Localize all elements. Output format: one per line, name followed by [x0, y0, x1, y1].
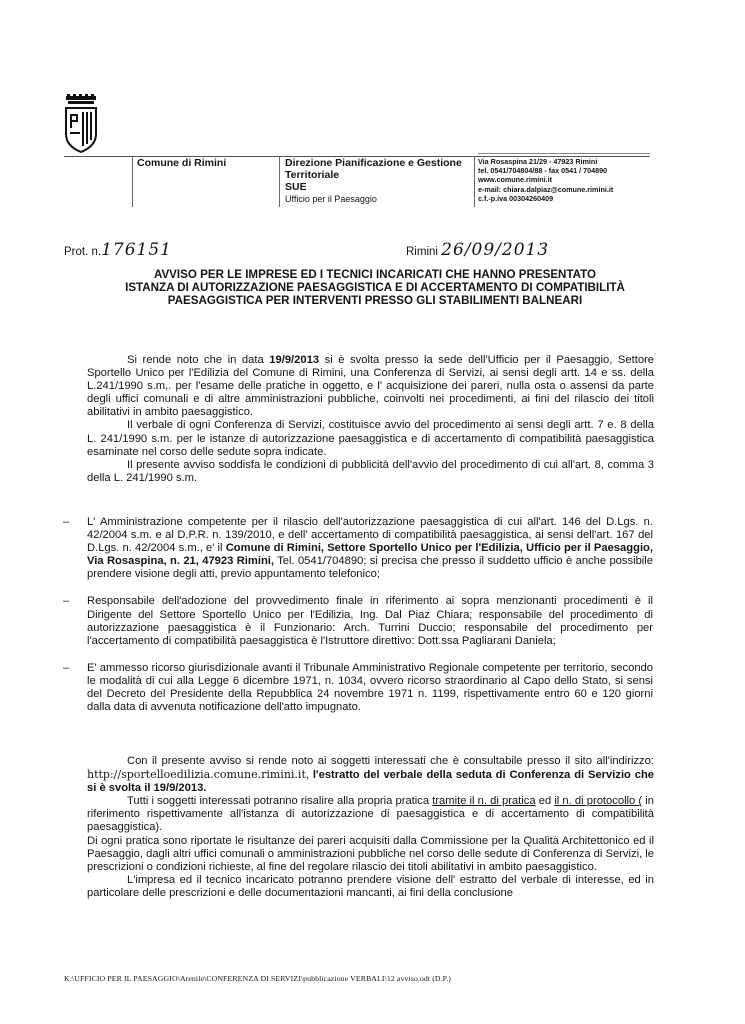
header-comune-name: Comune di Rimini [137, 157, 227, 169]
paragraph-soggetti [87, 795, 654, 834]
title-line-3: PAESAGGISTICA PER INTERVENTI PRESSO GLI STABILIMENTI BALNEARI [167, 294, 583, 308]
protocol-date [406, 240, 549, 260]
paragraph-pubblicita: Il presente avviso soddisfa le condizioni di pubblicità dell'avvio del procedimento di cui all'art. 8, comma 3 della L. 241/1990 s.m. [87, 458, 654, 484]
p5-pratica: tramite il n. di pratica [432, 795, 536, 808]
b1-text-c: Tel. 0541/704890; si precisa che presso il suddetto ufficio è anche possibile prendere visione degli atti, previo appuntamento telefonico; [87, 555, 653, 581]
bullet-amministrazione [63, 516, 653, 581]
bullet-dash: – [63, 595, 70, 608]
p5-text-c: in riferimento rispettivamente all'istanza di autorizzazione di paesaggistica e di accertamento di compatibilità paesaggistica). [87, 795, 654, 834]
header-contact-block [478, 157, 613, 203]
paragraph-pareri: Di ogni pratica sono riportate le risultanze dei pareri acquisiti dalla Commissione per la Qualità Architettonico ed il Paesaggio, dagli altri uffici comunali o amministrazioni pubbliche nel corso delle sedute di Conferenza di Servizi, le prescrizioni o condizioni richieste, al fine del regolare rilascio dei titoli abilitativi in ambito paesaggistico. [87, 834, 654, 873]
contact-phone: tel. 0541/704804/88 - fax 0541 / 704890 [478, 166, 608, 176]
protocol-label: Prot. n. [64, 246, 102, 258]
p4-text-b: , [305, 769, 313, 782]
comune-crest-logo [64, 94, 98, 154]
p5-protocollo: il n. di protocollo ( [554, 795, 643, 808]
p5-text-b: ed [535, 795, 555, 808]
contact-website: www.comune.rimini.it [478, 175, 553, 185]
contact-address: Via Rosaspina 21/29 - 47923 Rimini [478, 157, 598, 166]
bullet-list [63, 516, 653, 714]
bullet-ricorso [63, 661, 653, 714]
p1-date: 19/9/2013 [269, 354, 320, 366]
footer-file-path: K:\UFFICIO PER IL PAESAGGIO\Arenile\CONFERENZA DI SERVIZI\pubblicazione VERBALI\12 avviso.odt (D.P.) [64, 974, 452, 983]
p5-text-a: Tutti i soggetti interessati potranno risalire alla propria pratica [127, 795, 433, 808]
protocol-handwritten-number: 176151 [101, 240, 172, 260]
paragraph-verbale: Il verbale di ogni Conferenza di Servizi, costituisce avvio del procedimento ai sensi degli artt. 7 e. 8 della L. 241/1990 s.m. per le istanze di autorizzazione paesaggistica e di accertamento di compatibilità paesaggistica esaminate nel corso delle sedute sopra indicate. [87, 419, 654, 458]
body-intro [87, 354, 654, 485]
header-direzione [285, 157, 462, 205]
notice-title [70, 268, 680, 308]
paragraph-sito [87, 755, 654, 795]
contact-vat: c.f.-p.iva 00304260409 [478, 193, 554, 203]
date-place: Rimini [406, 246, 438, 258]
header-direzione-line2: Territoriale [285, 169, 340, 181]
p4-estratto: l'estratto del verbale della seduta di Conferenza di Servizio che si è svolta il 19/9/2013. [87, 769, 654, 795]
b2-text: Responsabile dell'adozione del provvedimento finale in riferimento ai sopra menzionanti procedimenti è il Dirigente del Settore Sportello Unico per l'Edilizia, Ing. Dal Piaz Chiara; responsabile del procedimento di autorizzazione paesaggistica è il Funzionario: Arch. Turrini Duccio; responsabile del procedimento per l'accertamento di compatibilità paesaggistica è l'Istruttore direttivo: Dott.ssa Pagliarani Daniela; [87, 595, 653, 647]
header-divider-2 [279, 157, 280, 207]
header-contact-rule [478, 153, 650, 154]
b1-text-a: L' Amministrazione competente per il rilascio dell'autorizzazione paesaggistica di cui all'art. 146 del D.Lgs. n. 42/2004 s.m. e al D.P.R. n. 139/2010, e dell' accertamento di compatibilità paesaggistica, ai sensi dell'art. 167 del D.Lgs. n. 42/2004 s.m., e' il [87, 516, 653, 555]
paragraph-impresa: L'impresa ed il tecnico incaricato potranno prendere visione dell' estratto del verbale di interesse, ed in particolare delle prescrizioni e delle documentazioni mancanti, ai fini della conclusione [87, 873, 654, 899]
b1-office: Comune di Rimini, Settore Sportello Unico per l'Edilizia, Ufficio per il Paesaggio, Via Rosaspina, n. 21, 47923 Rimini, [87, 542, 653, 568]
protocol-number [64, 240, 172, 260]
header-direzione-line4: Ufficio per il Paesaggio [285, 194, 377, 204]
p1-text-c: si è svolta presso la sede dell'Ufficio per il Paesaggio, Settore Sportello Unico per l'Edilizia del Comune di Rimini, una Conferenza di Servizi, ai sensi degli artt. 14 e ss. della L.241/1990 s.m,. per l'esame delle pratiche in oggetto, e l' acquisizione dei pareri, nulla osta o assensi da parte degli uffici comunali e di altre amministrazioni pubbliche, coinvolti nei procedimenti, ai fini del rilascio dei titoli abilitativi in ambito paesaggistico. [87, 354, 654, 419]
contact-email: e-mail: chiara.dalpiaz@comune.rimini.it [478, 184, 614, 194]
header-comune [137, 157, 226, 169]
paragraph-conference [87, 354, 654, 419]
header-direzione-line1: Direzione Pianificazione e Gestione [285, 157, 462, 169]
title-line-2: ISTANZA DI AUTORIZZAZIONE PAESAGGISTICA E DI ACCERTAMENTO DI COMPATIBILITÀ [125, 281, 625, 295]
bullet-dash: – [63, 516, 70, 528]
body-consultazione [87, 755, 654, 900]
bullet-dash: – [63, 661, 70, 674]
bullet-responsabile [63, 595, 653, 647]
b3-text: E' ammesso ricorso giurisdizionale avanti il Tribunale Amministrativo Regionale competente per territorio, secondo le modalità di cui alla Legge 6 dicembre 1971, n. 1034, ovvero ricorso straordinario al Capo dello Stato, si sensi del Decreto del Presidente della Repubblica 24 novembre 1971 n. 1199, rispettivamente entro 60 e 120 giorni dalla data di avvenuta notificazione dell'atto impugnato. [87, 661, 653, 714]
website-link[interactable]: http://sportelloedilizia.comune.rimini.it [87, 768, 306, 782]
header-direzione-line3: SUE [285, 181, 307, 193]
p1-text-a: Si rende noto che in data [127, 354, 270, 366]
date-handwritten: 26/09/2013 [441, 240, 550, 260]
header-divider-1 [132, 157, 133, 207]
p4-text-a: Con il presente avviso si rende noto ai soggetti interessati che è consultabile presso il sito all'indirizzo: [127, 755, 654, 767]
header-divider-3 [474, 157, 475, 207]
title-line-1: AVVISO PER LE IMPRESE ED I TECNICI INCARICATI CHE HANNO PRESENTATO [153, 268, 597, 281]
